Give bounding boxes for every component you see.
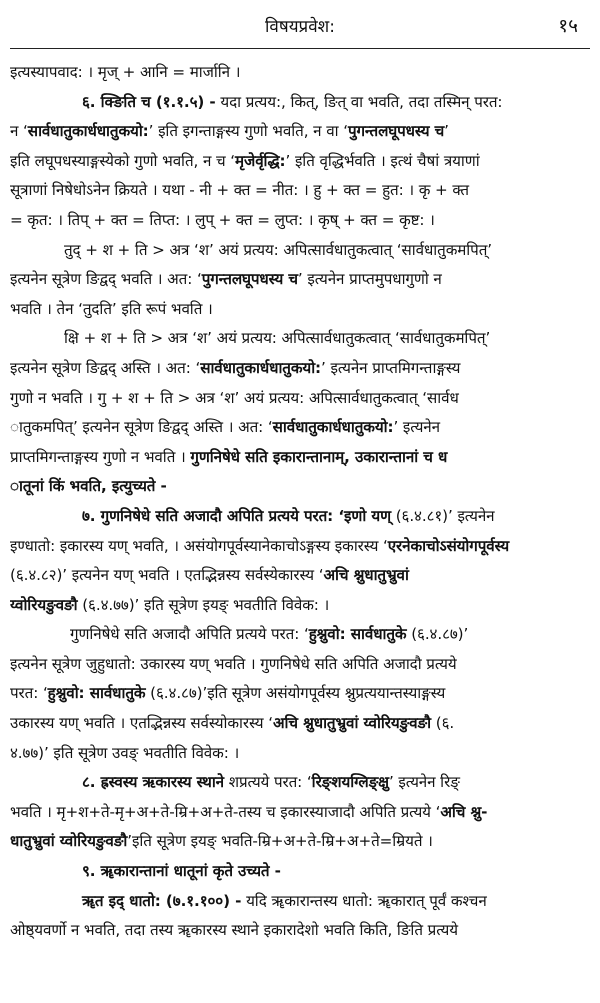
text-line: इत्यनेन सूत्रेण ङिद्वद् अस्ति । अत: ‘सार्वधातुकार्धधातुकयो:’ इत्यनेन प्राप्तमिगन्ताङ्गस्य bbox=[10, 358, 461, 377]
section-heading: ९. ॠकारान्तानां धातूनां कृते उच्यते - bbox=[82, 862, 281, 881]
page-number: १५ bbox=[558, 15, 578, 37]
sutra-reference: हुश्नुवो: सार्वधातुके bbox=[47, 684, 146, 703]
text-line: ४.७७)’ इति सूत्रेण उवङ् भवतीति विवेक: । bbox=[10, 743, 240, 762]
sutra-reference: सार्वधातुकार्धधातुकयो: bbox=[272, 418, 394, 437]
sutra-reference: अचि श्नुधातुभ्रुवां bbox=[323, 566, 409, 585]
sutra-reference: रिङ्शयग्लिङ्क्षु bbox=[311, 773, 389, 792]
sutra-reference: पुगन्तलघूपधस्य च bbox=[347, 122, 445, 141]
text-line: इति लघूपधस्याङ्गस्येको गुणो भवति, न च ‘मृजेर्वृद्धि:’ इति वृद्धिर्भवति । इत्थं चैषां त्रयाणां bbox=[10, 151, 480, 170]
text-line: भवति । तेन ‘तुदति’ इति रूपं भवति । bbox=[10, 299, 213, 318]
text-line: ओष्ठ्यवर्णो न भवति, तदा तस्य ॠकारस्य स्थाने इकारादेशो भवति किति, ङिति प्रत्यये bbox=[10, 921, 458, 940]
text-line: इण्धातो: इकारस्य यण् भवति, । असंयोगपूर्वस्यानेकाचोऽङ्गस्य इकारस्य ‘एरनेकाचोऽसंयोगपूर्वस्य bbox=[10, 536, 510, 555]
text-line: भवति । मृ+श+ते-मृ+अ+ते-म्रि+अ+ते-तस्य च इकारस्याजादौ अपिति प्रत्यये ‘अचि श्नु- bbox=[10, 802, 488, 821]
sutra-reference: य्वोरियङुवङौ bbox=[10, 595, 78, 614]
text-line: तुद् + श + ति > अत्र ‘श’ अयं प्रत्यय: अपित्सार्वधातुकत्वात् ‘सार्वधातुकमपित्’ bbox=[64, 240, 492, 259]
sutra-reference: पुगन्तलघूपधस्य च bbox=[201, 270, 298, 289]
page-body bbox=[10, 58, 590, 946]
sutra-heading: ॠत इद् धातो: (७.१.१००) - bbox=[82, 891, 242, 910]
sutra-reference: एरनेकाचोऽसंयोगपूर्वस्य bbox=[387, 536, 510, 555]
sutra-reference: अचि श्नुधातुभ्रुवां य्वोरियङुवङौ bbox=[272, 714, 432, 733]
text-line: इत्यस्यापवाद: । मृज् + आनि = मार्जानि । bbox=[10, 63, 241, 81]
text-line: प्राप्तमिगन्ताङ्गस्य गुणो न भवति । गुणनिषेधे सति इकारान्तानाम्, उकारान्तानां च ध bbox=[10, 447, 448, 466]
text-line: गुणनिषेधे सति अजादौ अपिति प्रत्यये परत: ‘हुश्नुवो: सार्वधातुके (६.४.८७)’ bbox=[70, 625, 469, 644]
text-line: = कृत: । तिप् + क्त = तिप्त: । लुप् + क्त = लुप्त: । कृष् + क्त = कृष्ट: । bbox=[10, 210, 435, 229]
section-question: गुणनिषेधे सति इकारान्तानाम्, उकारान्तानां च ध bbox=[190, 447, 448, 466]
sutra-heading: ६. क्ङिति च (१.१.५) - bbox=[82, 92, 216, 111]
rule-heading-line: ६. क्ङिति च (१.१.५) - यदा प्रत्यय:, कित्, ङित् वा भवति, तदा तस्मिन् परत: bbox=[82, 92, 503, 111]
section-question: ातूनां किं भवति, इत्युच्यते - bbox=[10, 477, 167, 496]
text-line: क्षि + श + ति > अत्र ‘श’ अयं प्रत्यय: अपित्सार्वधातुकत्वात् ‘सार्वधातुकमपित्’ bbox=[64, 329, 491, 348]
text-line: गुणो न भवति । गु + श + ति > अत्र ‘श’ अयं प्रत्यय: अपित्सार्वधातुकत्वात् ‘सार्वध bbox=[10, 388, 459, 407]
running-title: विषयप्रवेश: bbox=[265, 17, 335, 37]
text-line: इत्यनेन सूत्रेण ङिद्वद् भवति । अत: ‘पुगन्तलघूपधस्य च’ इत्यनेन प्राप्तमुपधागुणो न bbox=[10, 270, 442, 289]
sutra-heading: ८. ह्रस्वस्य ऋकारस्य स्थाने bbox=[82, 773, 225, 792]
text-line: न ‘सार्वधातुकार्धधातुकयो:’ इति इगन्ताङ्गस्य गुणो भवति, न वा ‘पुगन्तलघूपधस्य च’ bbox=[10, 122, 449, 141]
text-line: (६.४.८२)’ इत्यनेन यण् भवति । एतद्भिन्नस्य सर्वस्येकारस्य ‘अचि श्नुधातुभ्रुवां bbox=[10, 566, 409, 585]
rule-heading-line: ७. गुणनिषेधे सति अजादौ अपिति प्रत्यये परत: ‘इणो यण् (६.४.८१)’ इत्यनेन bbox=[82, 506, 495, 525]
rule-heading-line bbox=[10, 857, 590, 887]
text-line: उकारस्य यण् भवति । एतद्भिन्नस्य सर्वस्योकारस्य ‘अचि श्नुधातुभ्रुवां य्वोरियङुवङौ (६. bbox=[10, 714, 455, 733]
sutra-reference: धातुभ्रुवां य्वोरियङुवङौ bbox=[10, 832, 128, 851]
sutra-reference: सार्वधातुकार्धधातुकयो: bbox=[200, 358, 322, 377]
sutra-reference: सार्वधातुकार्धधातुकयो: bbox=[27, 122, 149, 141]
sutra-reference: मृजेर्वृद्धि: bbox=[235, 151, 286, 170]
page-header bbox=[0, 8, 600, 42]
text-line: ातुकमपित्’ इत्यनेन सूत्रेण ङिद्वद् अस्ति । अत: ‘सार्वधातुकार्धधातुकयो:’ इत्यनेन bbox=[10, 418, 440, 437]
sutra-reference: हुश्नुवो: सार्वधातुके bbox=[308, 625, 407, 644]
sutra-reference: अचि श्नु- bbox=[440, 802, 488, 821]
text-line bbox=[10, 472, 590, 502]
sutra-heading: ७. गुणनिषेधे सति अजादौ अपिति प्रत्यये परत: ‘इणो यण् bbox=[82, 506, 391, 525]
text-line: सूत्राणां निषेधोऽनेन क्रियते । यथा - नी + क्त = नीत: । हु + क्त = हुत: । कृ + क्त bbox=[10, 181, 469, 200]
rule-heading-line: ८. ह्रस्वस्य ऋकारस्य स्थाने शप्रत्यये परत: ‘रिङ्शयग्लिङ्क्षु’ इत्यनेन रिङ् bbox=[82, 773, 460, 792]
text-line: इत्यनेन सूत्रेण जुहुधातो: उकारस्य यण् भवति । गुणनिषेधे सति अपिति अजादौ प्रत्यये bbox=[10, 654, 457, 673]
text-line: धातुभ्रुवां य्वोरियङुवङौ’इति सूत्रेण इयङ् भवति-म्रि+अ+ते-म्रि+अ+ते=म्रियते । bbox=[10, 832, 433, 851]
text-line: य्वोरियङुवङौ (६.४.७७)’ इति सूत्रेण इयङ् भवतीति विवेक: । bbox=[10, 595, 330, 614]
text-line: परत: ‘हुश्नुवो: सार्वधातुके (६.४.८७)’इति सूत्रेण असंयोगपूर्वस्य श्नुप्रत्ययान्तस्याङ्गस्य bbox=[10, 684, 446, 703]
header-divider bbox=[10, 48, 590, 49]
rule-heading-line: ॠत इद् धातो: (७.१.१००) - यदि ॠकारान्तस्य धातो: ॠकारात् पूर्वं कश्चन bbox=[82, 891, 487, 910]
